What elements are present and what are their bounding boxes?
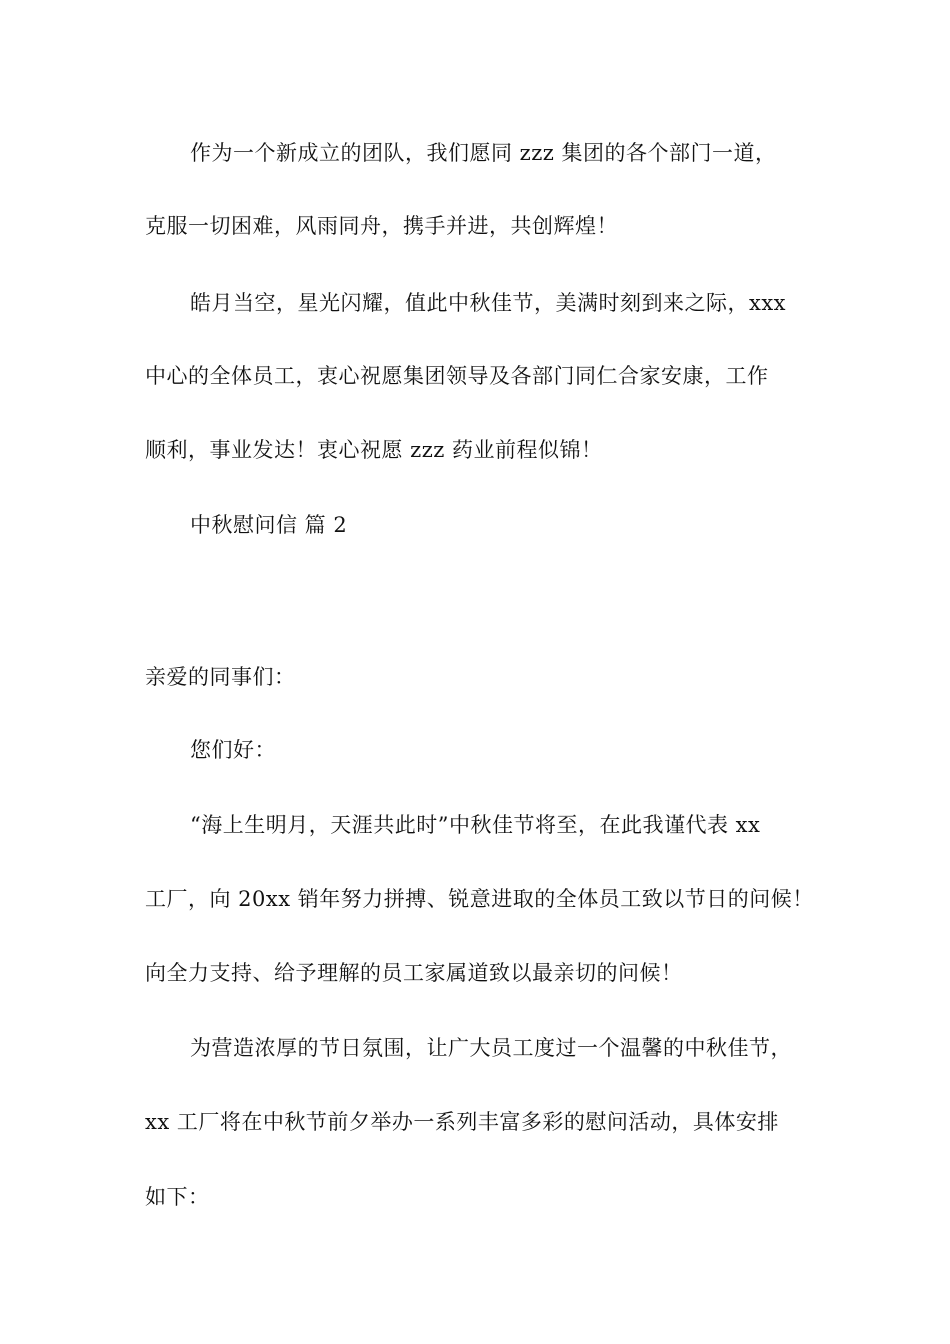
paragraph-line: 工厂，向 20xx 销年努力拼搏、锐意进取的全体员工致以节日的问候！ bbox=[145, 887, 814, 911]
paragraph-line: 如下： bbox=[145, 1185, 210, 1209]
section-heading: 中秋慰问信 篇 2 bbox=[190, 513, 348, 537]
paragraph-line: 作为一个新成立的团队，我们愿同 zzz 集团的各个部门一道， bbox=[190, 141, 777, 165]
salutation: 亲爱的同事们： bbox=[145, 665, 296, 689]
paragraph-line: 向全力支持、给予理解的员工家属道致以最亲切的问候！ bbox=[145, 961, 683, 985]
paragraph-line: 顺利，事业发达！衷心祝愿 zzz 药业前程似锦！ bbox=[145, 438, 603, 462]
greeting: 您们好： bbox=[190, 738, 276, 762]
paragraph-line: xx 工厂将在中秋节前夕举办一系列丰富多彩的慰问活动，具体安排 bbox=[145, 1110, 779, 1134]
paragraph-line: “海上生明月，天涯共此时”中秋佳节将至，在此我谨代表 xx bbox=[190, 813, 761, 837]
paragraph-line: 中心的全体员工，衷心祝愿集团领导及各部门同仁合家安康，工作 bbox=[145, 364, 769, 388]
paragraph-line: 克服一切困难，风雨同舟，携手并进，共创辉煌！ bbox=[145, 214, 618, 238]
paragraph-line: 皓月当空，星光闪耀，值此中秋佳节，美满时刻到来之际，xxx bbox=[190, 291, 787, 315]
paragraph-line: 为营造浓厚的节日氛围，让广大员工度过一个温馨的中秋佳节， bbox=[190, 1036, 792, 1060]
